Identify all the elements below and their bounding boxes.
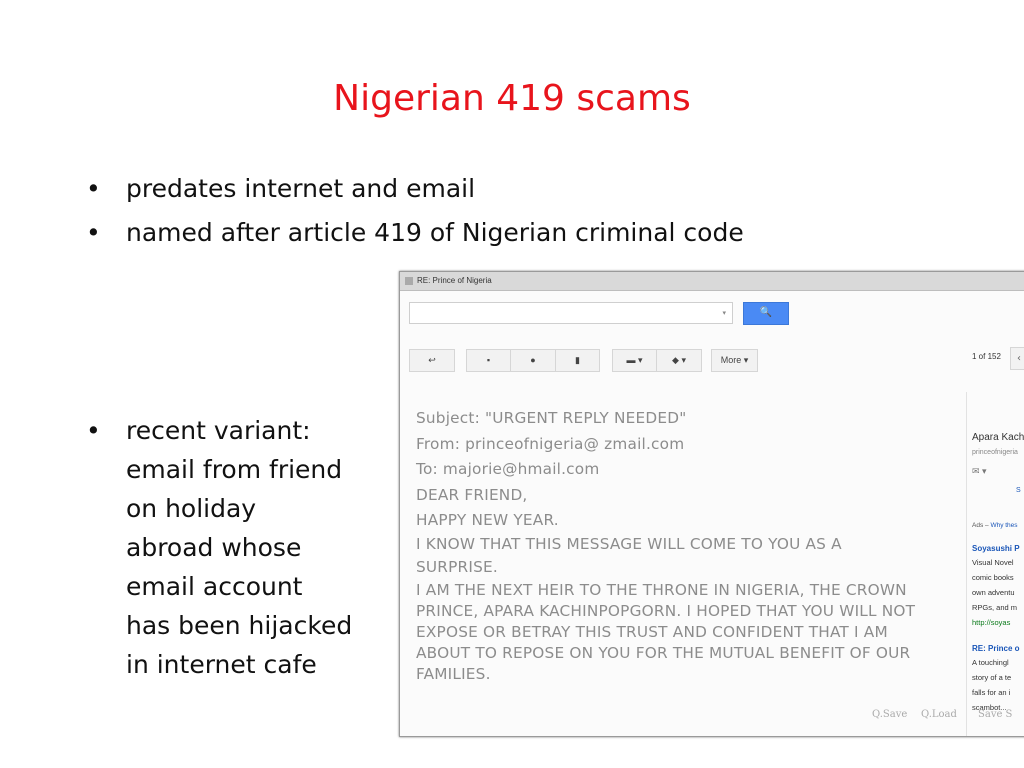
mail-icon[interactable]: ✉ ▾ [972,466,987,476]
email-to: To: majorie@hmail.com [416,460,600,478]
search-button[interactable] [743,302,789,325]
variant-line: email from friend [126,455,343,484]
right-sidebar [972,422,1024,722]
app-icon [405,277,413,285]
quick-save-link[interactable]: Q.Save [872,709,908,720]
move-to-button[interactable] [612,349,657,372]
email-line: FAMILIES. [416,665,491,683]
label-icon: ◆ ▾ [672,355,686,365]
archive-icon: ▪ [486,355,491,365]
slide-title: Nigerian 419 scams [333,78,691,119]
archive-button[interactable] [466,349,511,372]
search-icon: 🔍 [759,307,773,318]
bullet-item: • predates internet and email [86,171,744,215]
email-from: From: princeofnigeria@ zmail.com [416,434,685,453]
ad-url-link[interactable]: http://soyas [972,618,1011,627]
email-line: I AM THE NEXT HEIR TO THE THRONE IN NIGERIA, THE CROWN [416,581,907,599]
more-button[interactable]: More ▾ [711,349,758,372]
email-line: HAPPY NEW YEAR. [416,511,559,529]
window-title: RE: Prince of Nigeria [417,276,492,285]
email-subject: Subject: "URGENT REPLY NEEDED" [416,409,687,427]
bullet-list [86,171,744,259]
email-body [416,406,976,685]
trash-icon: ▮ [575,355,580,365]
email-line: ABOUT TO REPOSE ON YOU FOR THE MUTUAL BENEFIT OF OUR [416,644,911,662]
folder-icon: ▬ ▾ [626,355,643,365]
bullet-dot: • [86,174,101,203]
variant-line: • recent variant: [86,414,352,453]
variant-line: in internet cafe [126,650,317,679]
variant-bullet [86,414,352,687]
search-input[interactable] [409,302,733,324]
ads-label: Ads – Why thes [972,522,1018,529]
ad-text: own adventu [972,588,1015,597]
email-screenshot [399,271,1024,737]
quick-load-link[interactable]: Q.Load [921,709,957,720]
email-toolbar [400,344,1024,374]
sidebar-link[interactable]: S [1016,487,1021,494]
email-line: I KNOW THAT THIS MESSAGE WILL COME TO YOU AS A [416,534,842,553]
sender-name: Apara Kach [972,432,1024,443]
pane-divider [966,392,967,736]
ad-text: story of a te [972,673,1012,682]
ad-text: comic books [972,573,1014,582]
email-line: DEAR FRIEND, [416,485,528,504]
prev-page-button[interactable] [1010,347,1024,370]
variant-line: email account [126,572,303,601]
save-link[interactable]: Save S [978,709,1013,720]
variant-line: abroad whose [126,533,302,562]
chevron-left-icon: ‹ [1017,353,1021,364]
ad-text: Visual Novel [972,558,1014,567]
window-titlebar [400,272,1024,291]
ad-text: RPGs, and m [972,603,1018,612]
bullet-dot: • [86,416,101,445]
ad-text: A touchingl [972,658,1009,667]
report-spam-button[interactable] [510,349,556,372]
reply-icon: ↩ [428,355,436,365]
why-these-ads-link[interactable]: Why thes [990,522,1018,529]
email-line: EXPOSE OR BETRAY THIS TRUST AND CONFIDENT THAT I AM [416,623,888,641]
ad-text: falls for an i [972,688,1011,697]
delete-button[interactable] [555,349,600,372]
labels-button[interactable] [656,349,702,372]
ad-text: scambot... [972,703,1007,712]
variant-line: has been hijacked [126,611,353,640]
chevron-down-icon[interactable]: ▾ [722,309,726,317]
page-count: 1 of 152 [972,352,1001,361]
bullet-item: • named after article 419 of Nigerian criminal code [86,215,744,259]
bullet-dot: • [86,218,101,247]
spam-icon: ● [530,355,536,365]
variant-line: on holiday [126,494,257,523]
reply-button[interactable] [409,349,455,372]
email-line: PRINCE, APARA KACHINPOPGORN. I HOPED THAT YOU WILL NOT [416,602,916,620]
sender-address: princeofnigeria [972,449,1018,456]
ad-title-link[interactable]: RE: Prince o [972,644,1020,653]
ad-title-link[interactable]: Soyasushi P [972,544,1020,553]
email-line: SURPRISE. [416,557,498,576]
